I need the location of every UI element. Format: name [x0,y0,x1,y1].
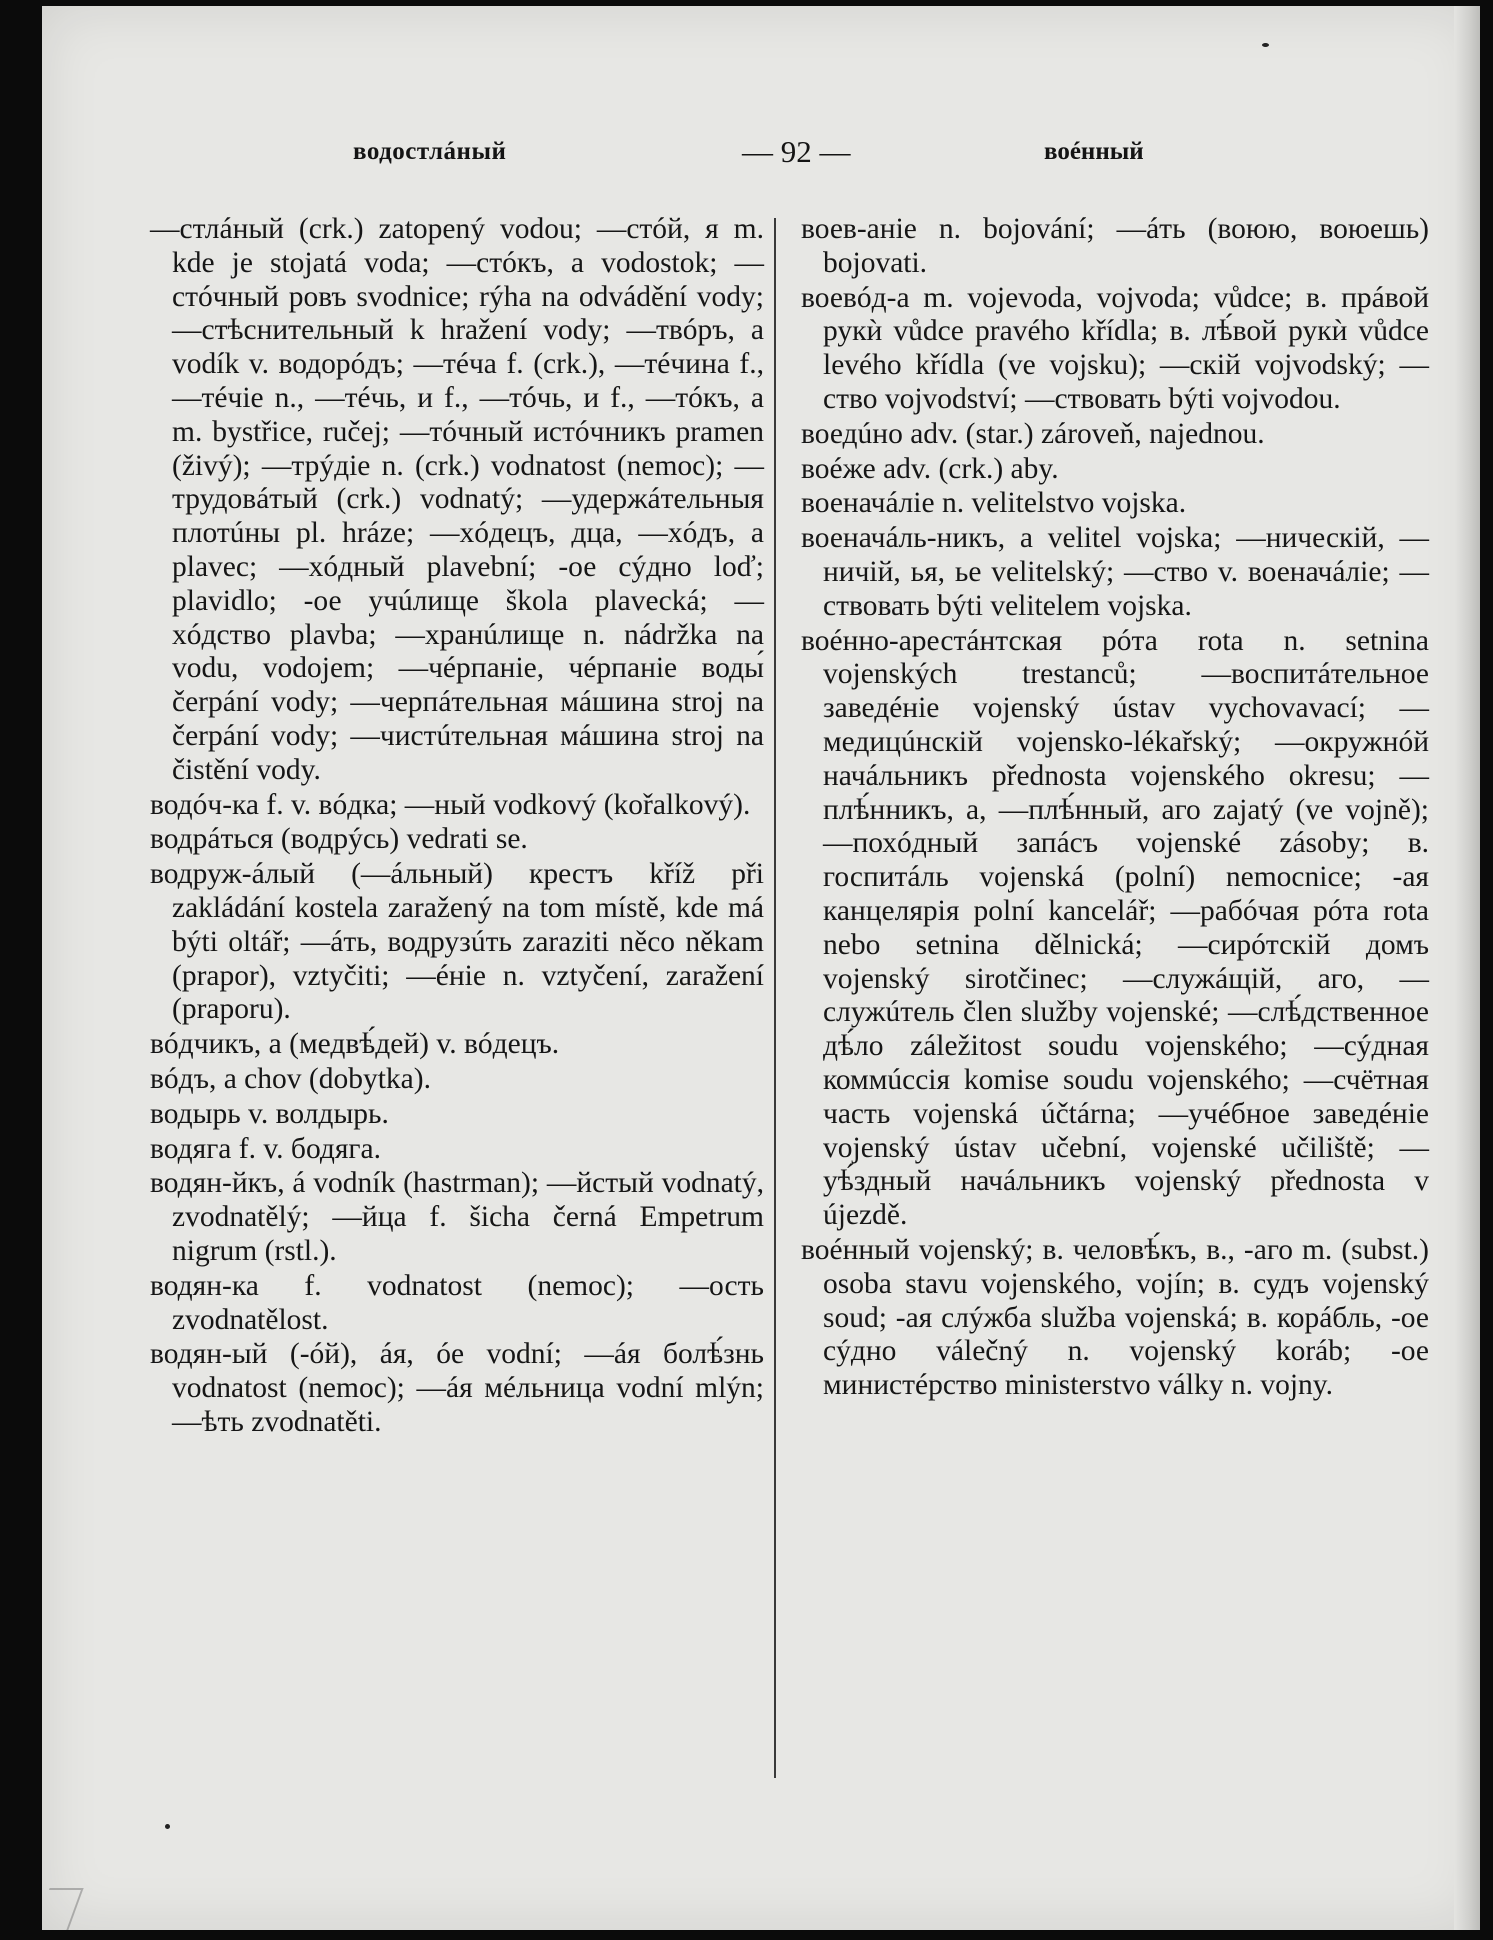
page-corner-mark [34,1888,83,1930]
dictionary-entry: военачáліе n. velitelstvo vojska. [801,487,1187,520]
dictionary-entry: воéнно-арестáнтская рóта rota n. setnina vojenských trestanců; —воспитáтельное заведéніе vojenský ústav vychovavací; —медицúнскій vojensko-lékařský; —окружнóй начáльникъ přednosta vojenského okresu; —плѣ́нникъ, a, —плѣ́нный, аго zajatý (ve vojně); —похóдный запáсъ vojenské zásoby; в. госпитáль vojenská (polní) nemocnice; -ая канцелярія polní kancelář; —рабóчая рóта rota nebo setnina dělnická; —сирóтскій домъ vojenský sirotčinec; —служáщій, аго, —служúтель člen služby vojenské; —слѣ́дственное дѣ́ло záležitost soudu vojenského; —сýдная коммúссія komise soudu vojenského; —счётная часть vojenská účtárna; —учéбное заведéніе vojenský ústav učební, vojenské učiliště; —уѣ́здный начáльникъ vojenský přednosta v újezdě. [801,624,1429,1232]
page-header [42,134,1480,178]
dictionary-page [42,6,1480,1930]
dictionary-entry: —стлáный (crk.) zatopený vodou; —стóй, я m. kde je stojatá voda; —стóкъ, a vodostok; —стóчный ровъ svodnice; rýha na odvádění vody; —стѣснительный k hražení vody; —твóръ, a vodík v. водорóдъ; —тéча f. (crk.), —тéчина f., —тéчіе n., —тéчь, и f., —тóчь, и f., —тóкъ, a m. bystřice, ručej; —тóчный истóчникъ pramen (živý); —трýдіе n. (crk.) vodnatost (nemoc); —трудовáтый (crk.) vodnatý; —удержáтельныя плотúны pl. hráze; —хóдецъ, дца, —хóдъ, a plavec; —хóдный plavební; -ое сýдно loď; plavidlo; -ое учúлище škola plavecká; —хóдство plavba; —хранúлище n. nádržka na vodu, vodojem; —чéрпаніе, чéрпаніе воды́ čerpání vody; —черпáтельная мáшина stroj na čerpání vody; —чистúтельная мáшина stroj na čistění vody. [150,213,764,786]
dictionary-entry: водóч-ка f. v. вóдка; —ный vodkový (kořalkový). [150,788,751,821]
right-column [801,213,1429,1403]
left-column [150,213,764,1440]
dictionary-entry: воéнный vojenský; в. человѣ́къ, в., -аго m. (subst.) osoba stavu vojenského, vojín; в. судъ vojenský soud; -ая слýжба služba vojenská; в. корáбль, -ое сýдно válečný n. vojenský koráb; -ое министéрство ministerstvo války n. vojny. [801,1233,1429,1402]
page-fold-edge [1454,6,1480,1930]
dictionary-entry: водрáться (водрýсь) vedrati se. [150,823,528,856]
dictionary-entry: воевóд-а m. vojevoda, vojvoda; vůdce; в. прáвой рукѝ vůdce pravého křídla; в. лѣ́вой рукѝ vůdce levého křídla (ve vojsku); —скій vojvodský; —ство vojvodství; —ствовать býti vojvodou. [801,281,1429,415]
column-divider [774,218,776,1778]
dictionary-entry: водян-йкъ, á vodník (hastrman); —йстый vodnatý, zvodnatělý; —йца f. šicha černá Empetrum nigrum (rstl.). [150,1167,764,1267]
dictionary-entry: вóдъ, a chov (dobytka). [150,1062,431,1095]
dictionary-entry: водян-ый (-óй), áя, óе vodní; —áя болѣ́знь vodnatost (nemoc); —áя мéльница vodní mlýn; —ѣть zvodnatěti. [150,1338,764,1438]
dictionary-entry: воев-аніе n. bojování; —áть (воюю, воюешь) bojovati. [801,213,1429,279]
page-number: — 92 — [742,134,851,169]
dictionary-entry: водяга f. v. бодяга. [150,1132,381,1165]
dictionary-entry: военачáль-никъ, a velitel vojska; —ническій, —ничій, ья, ье velitelský; —ство v. военачáліе; —ствовать býti velitelem vojska. [801,522,1429,622]
ink-speck [1262,43,1269,47]
header-right-guide-word: воéнный [1044,138,1144,165]
ink-speck [165,1824,170,1829]
dictionary-entry: водырь v. волдырь. [150,1097,389,1130]
dictionary-entry: воéже adv. (crk.) aby. [801,452,1059,485]
dictionary-entry: вóдчикъ, a (медвѣ́дей) v. вóдецъ. [150,1028,560,1061]
dictionary-entry: водян-ка f. vodnatost (nemoc); —ость zvodnatělost. [150,1269,764,1336]
dictionary-entry: водруж-áлый (—áльный) крестъ kříž při zakládání kostela zaražený na tom místě, kde má býti oltář; —áть, водрузúть zaraziti něco někam (prapor), vztyčiti; —éніе n. vztyčení, zaražení (praporu). [150,858,764,1026]
dictionary-entry: воедúно adv. (star.) zároveň, najednou. [801,417,1265,450]
header-left-guide-word: водостлáный [353,138,507,165]
